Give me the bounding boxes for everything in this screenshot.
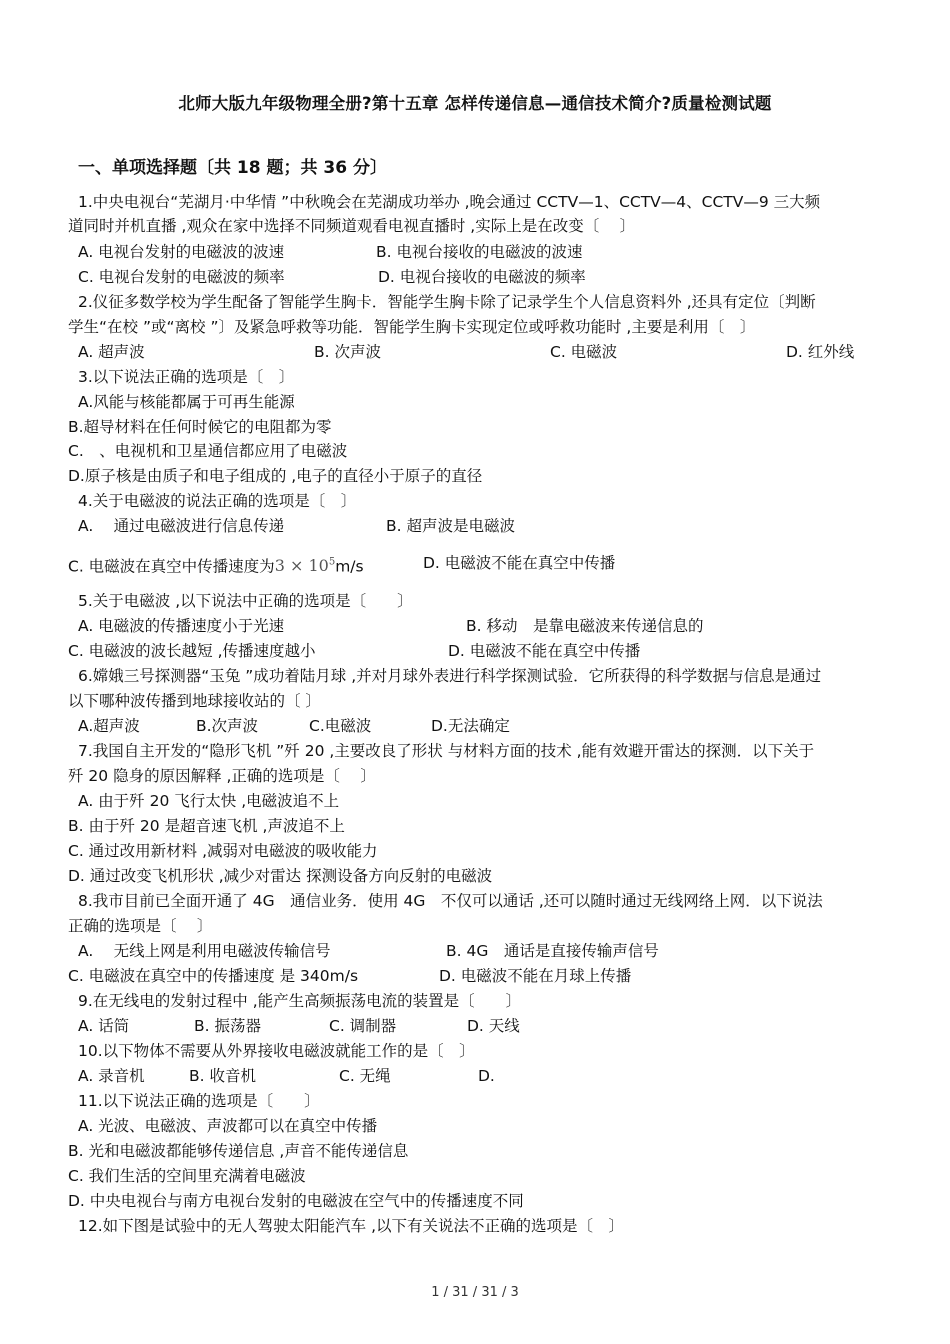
question-4-stem: 4.关于电磁波的说法正确的选项是〔 〕 <box>78 492 357 510</box>
question-7-option-d: D. 通过改变飞机形状 ,减少对雷达 探测设备方向反射的电磁波 <box>68 867 493 885</box>
question-6-option-a: A.超声波 <box>78 717 140 735</box>
question-5-option-a: A. 电磁波的传播速度小于光速 <box>78 617 285 635</box>
question-10-option-c: C. 无绳 <box>339 1067 391 1085</box>
question-1-option-c: C. 电视台发射的电磁波的频率 <box>78 268 285 286</box>
question-11-option-c: C. 我们生活的空间里充满着电磁波 <box>68 1167 306 1185</box>
question-5-option-d: D. 电磁波不能在真空中传播 <box>448 642 641 660</box>
question-11-option-b: B. 光和电磁波都能够传递信息 ,声音不能传递信息 <box>68 1142 409 1160</box>
question-10-option-b: B. 收音机 <box>189 1067 256 1085</box>
question-1-option-d: D. 电视台接收的电磁波的频率 <box>378 268 586 286</box>
question-4-option-c-text: C. 电磁波在真空中传播速度为 <box>68 557 275 576</box>
question-7-option-c: C. 通过改用新材料 ,减弱对电磁波的吸收能力 <box>68 842 378 860</box>
question-10-option-a: A. 录音机 <box>78 1067 145 1085</box>
question-1-stem-line-1: 1.中央电视台“芜湖月·中华情 ”中秋晚会在芜湖成功举办 ,晚会通过 CCTV—1、CCTV—4、CCTV—9 三大频 <box>78 193 821 211</box>
section-heading: 一、单项选择题〔共 18 题；共 36 分〕 <box>78 158 387 178</box>
question-4-option-c <box>68 553 364 576</box>
question-8-stem-line-2: 正确的选项是〔 〕 <box>68 917 213 935</box>
question-12-stem: 12.如下图是试验中的无人驾驶太阳能汽车 ,以下有关说法不正确的选项是〔 〕 <box>78 1217 625 1235</box>
question-2-option-b: B. 次声波 <box>314 343 381 361</box>
question-8-option-d: D. 电磁波不能在月球上传播 <box>439 967 632 985</box>
question-6-stem-line-2: 以下哪种波传播到地球接收站的〔 〕 <box>68 692 321 710</box>
document-title: 北师大版九年级物理全册?第十五章 怎样传递信息—通信技术简介?质量检测试题 <box>178 94 772 113</box>
question-6-stem-line-1: 6.嫦娥三号探测器“玉兔 ”成功着陆月球 ,并对月球外表进行科学探测试验．它所获得的科学数据与信息是通过 <box>78 667 822 685</box>
question-6-option-b: B.次声波 <box>196 717 259 735</box>
question-1-option-a: A. 电视台发射的电磁波的波速 <box>78 243 285 261</box>
question-9-option-c: C. 调制器 <box>329 1017 397 1035</box>
question-3-option-b: B.超导材料在任何时候它的电阻都为零 <box>68 418 332 436</box>
question-6-option-d: D.无法确定 <box>431 717 510 735</box>
question-11-stem: 11.以下说法正确的选项是〔 〕 <box>78 1092 320 1110</box>
question-1-option-b: B. 电视台接收的电磁波的波速 <box>376 243 583 261</box>
question-2-option-a: A. 超声波 <box>78 343 145 361</box>
question-3-stem: 3.以下说法正确的选项是〔 〕 <box>78 368 295 386</box>
question-10-stem: 10.以下物体不需要从外界接收电磁波就能工作的是〔 〕 <box>78 1042 475 1060</box>
question-9-option-d: D. 天线 <box>467 1017 520 1035</box>
question-4-option-d: D. 电磁波不能在真空中传播 <box>423 554 616 572</box>
question-2-stem-line-2: 学生“在校 ”或“离校 ”〕及紧急呼救等功能．智能学生胸卡实现定位或呼救功能时 ,主要是利用〔 〕 <box>68 318 756 336</box>
question-7-stem-line-2: 歼 20 隐身的原因解释 ,正确的选项是〔 〕 <box>68 767 376 785</box>
question-4-option-c-unit: m/s <box>335 557 364 576</box>
question-1-stem-line-2: 道同时并机直播 ,观众在家中选择不同频道观看电视直播时 ,实际上是在改变〔 〕 <box>68 217 636 235</box>
question-5-option-c: C. 电磁波的波长越短 ,传播速度越小 <box>68 642 316 660</box>
question-2-stem-line-1: 2.仪征多数学校为学生配备了智能学生胸卡．智能学生胸卡除了记录学生个人信息资料外 ,还具有定位〔判断 <box>78 293 816 311</box>
scientific-notation <box>275 556 336 575</box>
question-7-stem-line-1: 7.我国自主开发的“隐形飞机 ”歼 20 ,主要改良了形状 与材料方面的技术 ,能有效避开雷达的探测．以下关于 <box>78 742 815 760</box>
question-8-option-a: A. 无线上网是利用电磁波传输信号 <box>78 942 331 960</box>
question-3-option-a: A.风能与核能都属于可再生能源 <box>78 393 295 411</box>
question-2-option-c: C. 电磁波 <box>550 343 618 361</box>
question-7-option-b: B. 由于歼 20 是超音速飞机 ,声波追不上 <box>68 817 345 835</box>
question-8-option-c: C. 电磁波在真空中的传播速度 是 340m/s <box>68 967 359 985</box>
question-8-option-b: B. 4G 通话是直接传输声信号 <box>446 942 659 960</box>
question-5-option-b: B. 移动 是靠电磁波来传递信息的 <box>466 617 704 635</box>
question-8-stem-line-1: 8.我市目前已全面开通了 4G 通信业务．使用 4G 不仅可以通话 ,还可以随时通过无线网络上网．以下说法 <box>78 892 823 910</box>
question-11-option-a: A. 光波、电磁波、声波都可以在真空中传播 <box>78 1117 378 1135</box>
question-5-stem: 5.关于电磁波 ,以下说法中正确的选项是〔 〕 <box>78 592 413 610</box>
question-10-option-d: D. <box>478 1067 495 1085</box>
question-9-stem: 9.在无线电的发射过程中 ,能产生高频振荡电流的装置是〔 〕 <box>78 992 522 1010</box>
question-4-option-b: B. 超声波是电磁波 <box>386 517 515 535</box>
question-6-option-c: C.电磁波 <box>309 717 372 735</box>
exponent: 5 <box>328 557 336 568</box>
page-footer: 1 / 31 / 31 / 3 <box>431 1285 519 1300</box>
question-4-option-a: A. 通过电磁波进行信息传递 <box>78 517 285 535</box>
question-3-option-c: C. 、电视机和卫星通信都应用了电磁波 <box>68 442 348 460</box>
coefficient: 3 × 10 <box>274 556 329 576</box>
question-7-option-a: A. 由于歼 20 飞行太快 ,电磁波追不上 <box>78 792 340 810</box>
question-3-option-d: D.原子核是由质子和电子组成的 ,电子的直径小于原子的直径 <box>68 467 483 485</box>
question-9-option-b: B. 振荡器 <box>194 1017 261 1035</box>
question-2-option-d: D. 红外线 <box>786 343 855 361</box>
question-11-option-d: D. 中央电视台与南方电视台发射的电磁波在空气中的传播速度不同 <box>68 1192 524 1210</box>
question-9-option-a: A. 话筒 <box>78 1017 130 1035</box>
